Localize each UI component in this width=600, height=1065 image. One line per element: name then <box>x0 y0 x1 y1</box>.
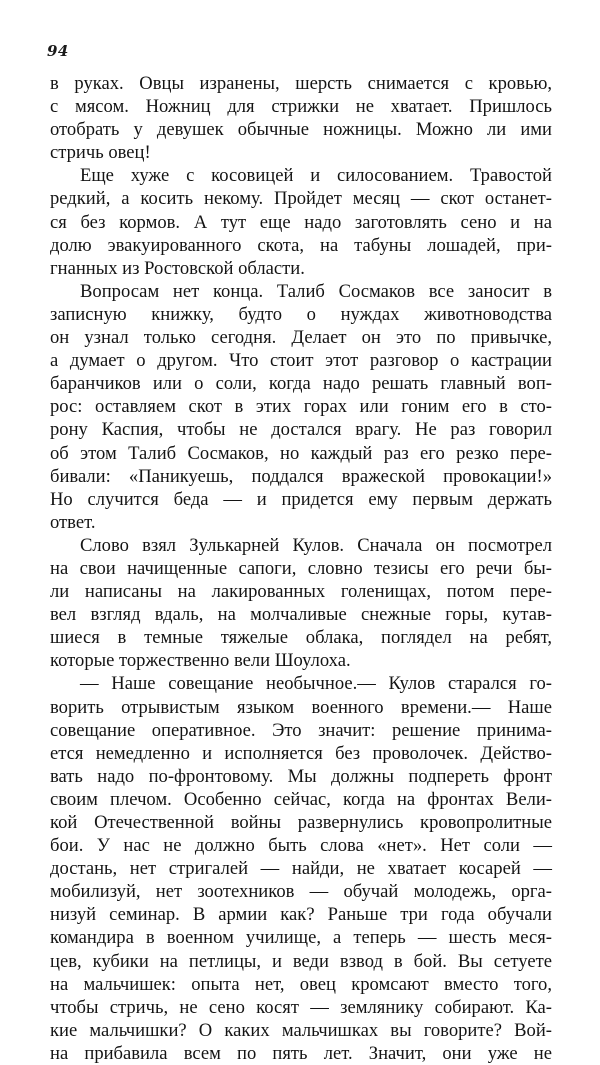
text-line: мобилизуй, нет зоотехников — обучай молодежь, орга- <box>50 881 552 903</box>
text-line: долю эвакуированного скота, на табуны лошадей, при- <box>50 234 552 256</box>
text-line: бивали: «Паникуешь, поддался вражеской провокации!» <box>50 465 552 487</box>
text-line: Слово взял Зулькарней Кулов. Сначала он посмотрел <box>80 534 552 556</box>
text-line: ворить отрывистым языком военного времени.— Наше <box>50 696 552 718</box>
paragraph <box>50 164 552 279</box>
text-line: которые торжественно вели Шоулоха. <box>50 650 351 672</box>
text-line: кие мальчишки? О каких мальчишках вы говорите? Вой- <box>50 1019 552 1041</box>
text-line: ответ. <box>50 511 96 533</box>
text-line: ся без кормов. А тут еще надо заготовлять сено и на <box>50 211 552 233</box>
text-line: цев, кубики на петлицы, и веди взвод в бой. Вы сетуете <box>50 950 552 972</box>
paragraph <box>50 280 552 534</box>
text-line: записную книжку, будто о нуждах животноводства <box>50 303 552 325</box>
text-line: рос: оставляем скот в этих горах или гоним его в сто- <box>50 396 552 418</box>
text-line: низуй семинар. В армии как? Раньше три года обучали <box>50 904 552 926</box>
text-line: рону Каспия, чтобы не достался врагу. Не раз говорил <box>50 419 552 441</box>
text-line: он узнал только сегодня. Делает он это по привычке, <box>50 327 552 349</box>
text-line: шиеся в темные тяжелые облака, поглядел на ребят, <box>50 627 552 649</box>
text-line: на мальчишек: опыта нет, овец кромсают вместо того, <box>50 973 552 995</box>
text-line: а думает о другом. Что стоит этот разговор о кастрации <box>50 350 552 372</box>
text-line: совещание оперативное. Это значит: решение принима- <box>50 719 552 741</box>
text-line: командира в военном училище, а теперь — шесть меся- <box>50 927 552 949</box>
text-line: достань, нет стригалей — найди, не хватает косарей — <box>50 858 552 880</box>
text-line: редкий, а косить некому. Пройдет месяц — скот останет- <box>50 188 552 210</box>
text-line: в руках. Овцы изранены, шерсть снимается с кровью, <box>50 73 552 94</box>
text-line: на свои начищенные сапоги, словно тезисы его речи бы- <box>50 557 552 579</box>
paragraph <box>50 72 552 164</box>
text-line: своим плечом. Особенно сейчас, когда на фронтах Вели- <box>50 788 552 810</box>
text-line: на прибавила всем по пять лет. Значит, они уже не <box>50 1042 552 1064</box>
text-line: с мясом. Ножниц для стрижки не хватает. Пришлось <box>50 96 552 118</box>
text-line: Вопросам нет конца. Талиб Сосмаков все заносит в <box>80 280 552 302</box>
body-text <box>50 72 552 1065</box>
page-number: 94 <box>47 42 69 60</box>
paragraph <box>50 534 552 673</box>
text-line: вать надо по-фронтовому. Мы должны подпереть фронт <box>50 765 552 787</box>
text-line: ется немедленно и исполняется без проволочек. Действо- <box>50 742 552 764</box>
text-line: вел взгляд вдаль, на молчаливые снежные горы, кутав- <box>50 604 552 626</box>
text-line: стричь овец! <box>50 142 151 164</box>
text-line: отобрать у девушек обычные ножницы. Можно ли ими <box>50 119 552 141</box>
text-line: бои. У нас не должно быть слова «нет». Нет соли — <box>50 835 552 857</box>
text-line: гнанных из Ростовской области. <box>50 257 305 279</box>
text-line: баранчиков или о соли, когда надо решать главный воп- <box>50 373 552 395</box>
text-line: чтобы стричь, не сено косят — землянику собирают. Ка- <box>50 996 552 1018</box>
paragraph <box>50 672 552 1065</box>
text-line: Еще хуже с косовицей и силосованием. Травостой <box>80 165 552 187</box>
text-line: кой Отечественной войны развернулись кровопролитные <box>50 812 552 833</box>
text-line: Но случится беда — и придется ему первым держать <box>50 488 552 510</box>
text-line: об этом Талиб Сосмаков, но каждый раз его резко пере- <box>50 442 552 464</box>
text-line: ли написаны на лакированных голенищах, потом пере- <box>50 581 552 603</box>
text-line: — Наше совещание необычное.— Кулов старался го- <box>80 673 552 695</box>
